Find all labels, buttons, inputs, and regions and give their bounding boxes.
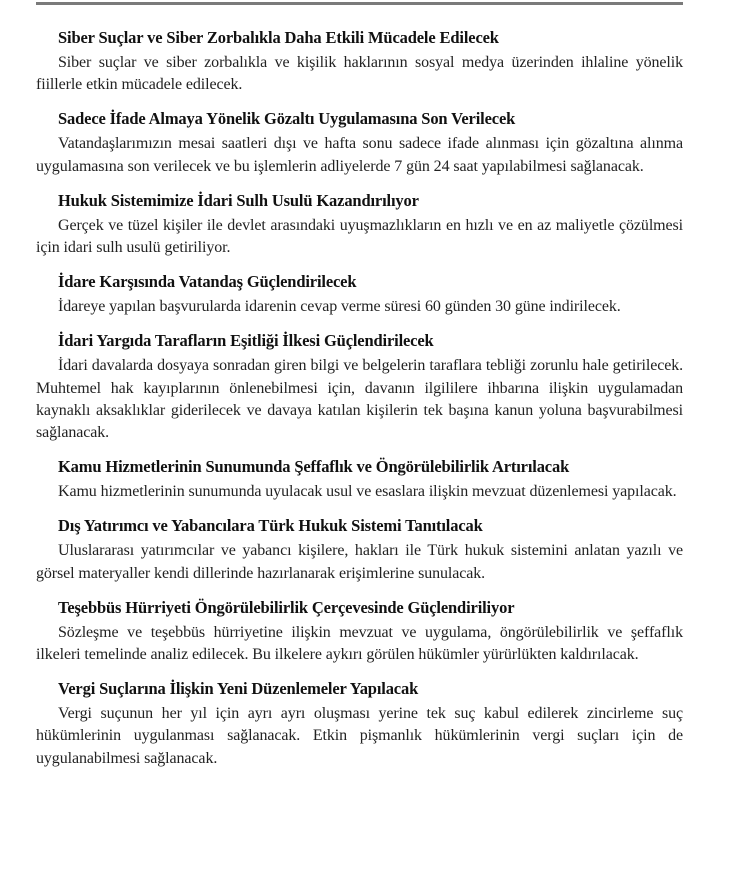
- section-title: Vergi Suçlarına İlişkin Yeni Düzenlemeler Yapılacak: [58, 679, 419, 699]
- section-body: Siber suçlar ve siber zorbalıkla ve kişilik haklarının sosyal medya üzerinden ihlaline yönelik fiillerle etkin mücadele edilecek.: [36, 54, 683, 94]
- section-body: İdari davalarda dosyaya sonradan giren bilgi ve belgelerin taraflara tebliği zorunlu hale getirilecek. Muhtemel hak kayıplarının önlenebilmesi için, davanın ilgililere ihbarına ilişkin uygulamadan kaynaklı aksaklıklar giderilecek ve davaya katılan kişilerin tek başına kanun yoluna başvurabilmesi sağlanacak.: [36, 357, 683, 442]
- section-idari-yargi: [36, 330, 683, 444]
- section-title: İdari Yargıda Tarafların Eşitliği İlkesi Güçlendirilecek: [58, 331, 434, 351]
- section-tesebbus: [36, 597, 683, 666]
- section-title: Kamu Hizmetlerinin Sunumunda Şeffaflık ve Öngörülebilirlik Artırılacak: [58, 457, 570, 477]
- section-kamu-hizmetleri: [36, 456, 683, 503]
- section-title: İdare Karşısında Vatandaş Güçlendirilecek: [58, 272, 357, 292]
- section-gozalti: [36, 108, 683, 177]
- section-idare-karsisinda: [36, 271, 683, 318]
- section-title: Dış Yatırımcı ve Yabancılara Türk Hukuk Sistemi Tanıtılacak: [58, 516, 483, 536]
- section-siber-suclar: [36, 27, 683, 96]
- section-body: Gerçek ve tüzel kişiler ile devlet arasındaki uyuşmazlıkların en hızlı ve en az maliyetle çözülmesi için idari sulh usulü getiriliyor.: [36, 216, 683, 257]
- section-body: İdareye yapılan başvurularda idarenin cevap verme süresi 60 günden 30 güne indirilecek.: [58, 298, 621, 316]
- section-body: Vatandaşlarımızın mesai saatleri dışı ve hafta sonu sadece ifade alınması için gözaltına alınma uygulamasına son verilecek ve bu işlemlerin adliyelerde 7 gün 24 saat yapılabilmesi sağlanacak.: [36, 135, 683, 175]
- section-idari-sulh: [36, 190, 683, 259]
- section-vergi-suclari: [36, 678, 683, 770]
- section-title: Sadece İfade Almaya Yönelik Gözaltı Uygulamasına Son Verilecek: [58, 109, 516, 129]
- section-body: Vergi suçunun her yıl için ayrı ayrı oluşması yerine tek suç kabul edilerek zincirleme suç hükümlerinin uygulanması sağlanacak. Etkin pişmanlık hükümlerinin vergi suçları için de uygulanabilmesi sağlanacak.: [36, 705, 683, 767]
- section-title: Teşebbüs Hürriyeti Öngörülebilirlik Çerçevesinde Güçlendiriliyor: [58, 597, 515, 617]
- section-body: Sözleşme ve teşebbüs hürriyetine ilişkin mevzuat ve uygulama, öngörülebilirlik ve şeffaflık ilkeleri temelinde analiz edilecek. Bu ilkelere aykırı görülen hükümler yürürlükten kaldırılacak.: [36, 623, 683, 664]
- sections-list: [36, 27, 683, 770]
- section-body: Uluslararası yatırımcılar ve yabancı kişilere, hakları ile Türk hukuk sistemini anlatan yazılı ve görsel materyaller kendi dillerinde hazırlanarak erişimlerine sunulacak.: [36, 542, 683, 582]
- section-body: Kamu hizmetlerinin sunumunda uyulacak usul ve esaslara ilişkin mevzuat düzenlemesi yapılacak.: [58, 483, 677, 501]
- document-page: [36, 0, 683, 782]
- section-dis-yatirimci: [36, 515, 683, 584]
- section-title: Hukuk Sistemimize İdari Sulh Usulü Kazandırılıyor: [58, 190, 419, 210]
- section-title: Siber Suçlar ve Siber Zorbalıkla Daha Etkili Mücadele Edilecek: [58, 28, 499, 47]
- top-horizontal-rule: [36, 2, 683, 5]
